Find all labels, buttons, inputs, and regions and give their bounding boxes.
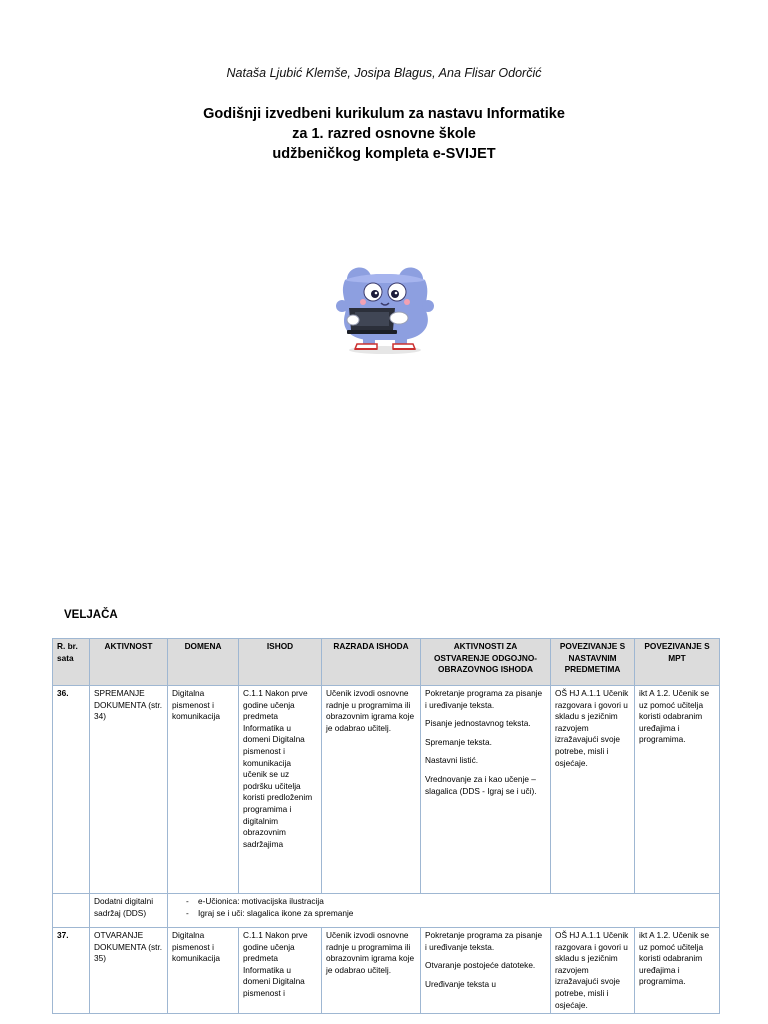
lesson-number: 36.	[53, 686, 90, 894]
col-header-activities: AKTIVNOSTI ZA OSTVARENJE ODGOJNO-OBRAZOVNOG ISHODA	[421, 639, 551, 686]
col-header-number: R. br. sata	[53, 639, 90, 686]
elaboration-cell: Učenik izvodi osnovne radnje u programima ili obrazovnim igrama koje je odabrao učitelj.	[322, 928, 421, 1014]
subjects-cell: OŠ HJ A.1.1 Učenik razgovara i govori u skladu s jezičnim razvojem izražavajući svoje potrebe, misli i osjećaje.	[551, 928, 635, 1014]
dds-list	[172, 896, 715, 919]
dds-number-cell	[53, 894, 90, 928]
outcome-cell: C.1.1 Nakon prve godine učenja predmeta Informatika u domeni Digitalna pismenost i komunikacija učenik se uz podršku učitelja koristi predloženim programima i digitalnim obrazovnim sadržajima	[239, 686, 322, 894]
activity-item: Uređivanje teksta u	[425, 978, 497, 989]
activity-item: Vrednovanje za i kao učenje – slagalica (DDS - Igraj se i uči).	[425, 773, 537, 796]
mpt-cell: ikt A 1.2. Učenik se uz pomoć učitelja koristi odabranim uređajima i programima.	[635, 928, 720, 1014]
subjects-cell: OŠ HJ A.1.1 Učenik razgovara i govori u skladu s jezičnim razvojem izražavajući svoje potrebe, misli i osjećaje.	[551, 686, 635, 894]
col-header-subjects: POVEZIVANJE S NASTAVNIM PREDMETIMA	[551, 639, 635, 686]
table-row	[53, 686, 720, 894]
document-title	[0, 104, 768, 164]
month-heading: VELJAČA	[64, 609, 118, 621]
activities-cell	[421, 686, 551, 894]
dds-label: Dodatni digitalni sadržaj (DDS)	[90, 894, 168, 928]
title-line-2: za 1. razred osnovne škole	[292, 126, 476, 142]
dds-item: - e-Učionica: motivacijska ilustracija	[186, 896, 715, 908]
elaboration-cell: Učenik izvodi osnovne radnje u programima ili obrazovnim igrama koje je odabrao učitelj.	[322, 686, 421, 894]
curriculum-table	[52, 638, 720, 1014]
table-row	[53, 928, 720, 1014]
activity-cell: OTVARANJE DOKUMENTA (str. 35)	[90, 928, 168, 1014]
title-line-3: udžbeničkog kompleta e-SVIJET	[272, 146, 496, 162]
col-header-elaboration: RAZRADA ISHODA	[322, 639, 421, 686]
lesson-number: 37.	[53, 928, 90, 1014]
dds-item: - Igraj se i uči: slagalica ikone za spremanje	[186, 908, 715, 920]
dds-row	[53, 894, 720, 928]
col-header-mpt: POVEZIVANJE S MPT	[635, 639, 720, 686]
activity-item: Pokretanje programa za pisanje i uređivanje teksta.	[425, 688, 543, 710]
col-header-domain: DOMENA	[168, 639, 239, 686]
outcome-cell: C.1.1 Nakon prve godine učenja predmeta Informatika u domeni Digitalna pismenost i	[239, 928, 322, 1014]
activity-item: Pisanje jednostavnog teksta.	[425, 718, 531, 729]
authors-line: Nataša Ljubić Klemše, Josipa Blagus, Ana Flisar Odorčić	[226, 66, 542, 80]
puzzle-mascot-illustration	[333, 258, 437, 358]
domain-cell: Digitalna pismenost i komunikacija	[168, 928, 239, 1014]
title-line-1: Godišnji izvedbeni kurikulum za nastavu Informatike	[203, 106, 565, 122]
table-header-row	[53, 639, 720, 686]
domain-cell: Digitalna pismenost i komunikacija	[168, 686, 239, 894]
activity-cell: SPREMANJE DOKUMENTA (str. 34)	[90, 686, 168, 894]
dds-content-cell	[168, 894, 720, 928]
activity-item: Pokretanje programa za pisanje i uređivanje teksta.	[425, 930, 543, 952]
activity-item: Nastavni listić.	[425, 755, 479, 766]
activity-item: Spremanje teksta.	[425, 736, 492, 747]
col-header-outcome: ISHOD	[239, 639, 322, 686]
activity-item: Otvaranje postojeće datoteke.	[425, 960, 536, 971]
col-header-activity: AKTIVNOST	[90, 639, 168, 686]
activities-cell	[421, 928, 551, 1014]
mpt-cell: ikt A 1.2. Učenik se uz pomoć učitelja koristi odabranim uređajima i programima.	[635, 686, 720, 894]
